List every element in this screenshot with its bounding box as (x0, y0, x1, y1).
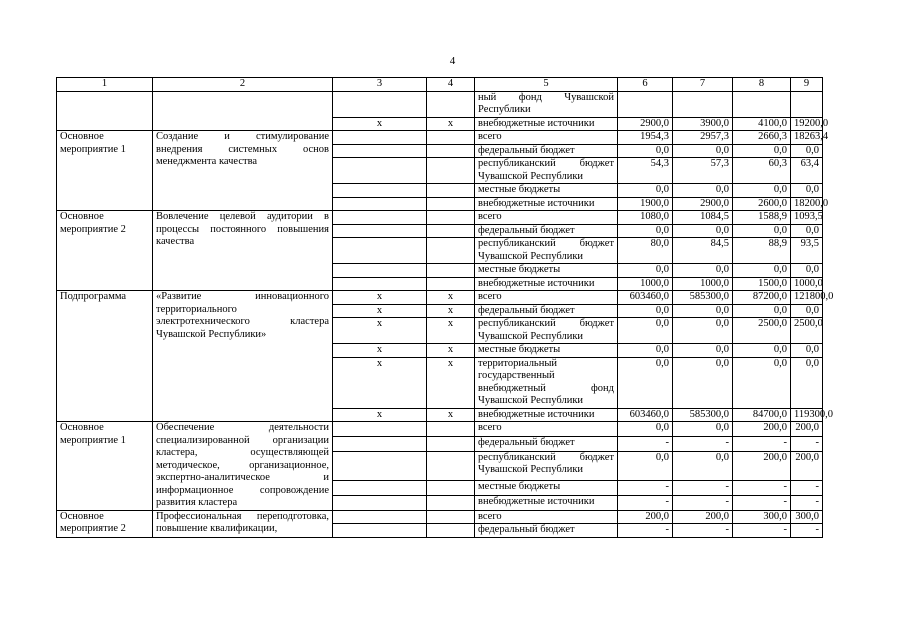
value-cell-col9: 0,0 (791, 144, 823, 158)
table-row (57, 211, 823, 225)
funding-source-cell: внебюджетные источники (475, 277, 618, 291)
funding-source-cell: всего (475, 291, 618, 305)
activity-description-cell: Обеспечение деятельности специализированной организации кластера, осуществляющей методическое, организационное, экспертно-аналитическое и информационное сопровождение развития кластера (153, 422, 333, 511)
value-cell-col6: - (618, 524, 673, 538)
code-cell (427, 144, 475, 158)
value-cell-col9: 0,0 (791, 224, 823, 238)
table-row (57, 510, 823, 524)
activity-description-cell: Профессиональная переподготовка, повышение квалификации, (153, 510, 333, 537)
activity-name-cell: Основное мероприятие 2 (57, 510, 153, 537)
value-cell-col8: 2660,3 (733, 131, 791, 145)
value-cell-col9: 2500,0 (791, 318, 823, 344)
value-cell-col8: 300,0 (733, 510, 791, 524)
value-cell-col6: 0,0 (618, 422, 673, 437)
code-cell (427, 238, 475, 264)
activity-name-cell: Основное мероприятие 2 (57, 211, 153, 291)
value-cell-col8: 84700,0 (733, 408, 791, 422)
value-cell-col8: 1588,9 (733, 211, 791, 225)
funding-source-cell: местные бюджеты (475, 344, 618, 358)
funding-source-cell: ный фонд Чувашской Республики (475, 91, 618, 117)
funding-source-cell: федеральный бюджет (475, 436, 618, 451)
value-cell-col6: 0,0 (618, 344, 673, 358)
value-cell-col9: 19200,0 (791, 117, 823, 131)
value-cell-col7: 0,0 (673, 422, 733, 437)
executor-cell: х (333, 304, 427, 318)
funding-source-cell: внебюджетные источники (475, 197, 618, 211)
activity-name-cell: Основное мероприятие 1 (57, 422, 153, 511)
value-cell-col6: 1900,0 (618, 197, 673, 211)
code-cell (427, 480, 475, 495)
funding-source-cell: внебюджетные источники (475, 495, 618, 510)
value-cell-col9: - (791, 495, 823, 510)
funding-source-cell: республиканский бюджет Чувашской Республики (475, 158, 618, 184)
value-cell-col7: 0,0 (673, 184, 733, 198)
value-cell-col8: 0,0 (733, 264, 791, 278)
budget-table (56, 77, 834, 538)
executor-cell (333, 211, 427, 225)
value-cell-col6: 80,0 (618, 238, 673, 264)
header-cell: 4 (427, 78, 475, 92)
value-cell-col6: 0,0 (618, 451, 673, 480)
code-cell: х (427, 357, 475, 408)
value-cell-col8: 1500,0 (733, 277, 791, 291)
funding-source-cell: внебюджетные источники (475, 117, 618, 131)
code-cell (427, 211, 475, 225)
value-cell-col8: 2600,0 (733, 197, 791, 211)
value-cell-col7: 3900,0 (673, 117, 733, 131)
executor-cell (333, 224, 427, 238)
value-cell-col8: 87200,0 (733, 291, 791, 305)
value-cell-col9: 200,0 (791, 422, 823, 437)
code-cell: х (427, 304, 475, 318)
code-cell: х (427, 344, 475, 358)
value-cell-col8: 88,9 (733, 238, 791, 264)
value-cell-col6: - (618, 480, 673, 495)
value-cell-col7: 0,0 (673, 344, 733, 358)
value-cell-col6: 0,0 (618, 144, 673, 158)
value-cell-col8: 0,0 (733, 344, 791, 358)
value-cell-col6: 54,3 (618, 158, 673, 184)
value-cell-col6: 1954,3 (618, 131, 673, 145)
funding-source-cell: местные бюджеты (475, 184, 618, 198)
executor-cell (333, 238, 427, 264)
header-cell: 6 (618, 78, 673, 92)
activity-description-cell: Создание и стимулирование внедрения системных основ менеджмента качества (153, 131, 333, 211)
funding-source-cell: федеральный бюджет (475, 304, 618, 318)
value-cell-col9: 121800,0 (791, 291, 823, 305)
table-row (57, 91, 823, 117)
value-cell-col9: 0,0 (791, 184, 823, 198)
value-cell-col9: 63,4 (791, 158, 823, 184)
header-cell: 1 (57, 78, 153, 92)
executor-cell: х (333, 117, 427, 131)
funding-source-cell: республиканский бюджет Чувашской Республики (475, 451, 618, 480)
funding-source-cell: всего (475, 422, 618, 437)
header-cell: 3 (333, 78, 427, 92)
funding-source-cell: федеральный бюджет (475, 144, 618, 158)
activity-description-cell (153, 91, 333, 131)
funding-source-cell: местные бюджеты (475, 264, 618, 278)
value-cell-col8: 0,0 (733, 144, 791, 158)
value-cell-col7: 1084,5 (673, 211, 733, 225)
value-cell-col9: 0,0 (791, 304, 823, 318)
executor-cell: х (333, 408, 427, 422)
value-cell-col9: 0,0 (791, 357, 823, 408)
value-cell-col7: 0,0 (673, 304, 733, 318)
value-cell-col7: - (673, 436, 733, 451)
value-cell-col7: 585300,0 (673, 408, 733, 422)
value-cell-col9: 0,0 (791, 264, 823, 278)
value-cell-col6: 0,0 (618, 357, 673, 408)
value-cell-col7: 0,0 (673, 357, 733, 408)
code-cell (427, 495, 475, 510)
value-cell-col6: 0,0 (618, 264, 673, 278)
value-cell-col8: - (733, 436, 791, 451)
header-cell: 8 (733, 78, 791, 92)
value-cell-col6: 603460,0 (618, 408, 673, 422)
value-cell-col7: 585300,0 (673, 291, 733, 305)
value-cell-col7: 84,5 (673, 238, 733, 264)
executor-cell (333, 436, 427, 451)
value-cell-col9: 200,0 (791, 451, 823, 480)
executor-cell (333, 184, 427, 198)
value-cell-col7: 0,0 (673, 264, 733, 278)
value-cell-col7: 0,0 (673, 224, 733, 238)
code-cell (427, 277, 475, 291)
code-cell (427, 91, 475, 117)
code-cell (427, 264, 475, 278)
funding-source-cell: федеральный бюджет (475, 524, 618, 538)
code-cell (427, 131, 475, 145)
code-cell: х (427, 291, 475, 305)
value-cell-col8 (733, 91, 791, 117)
value-cell-col7: - (673, 495, 733, 510)
value-cell-col9: 1000,0 (791, 277, 823, 291)
value-cell-col9: 300,0 (791, 510, 823, 524)
value-cell-col9: 119300,0 (791, 408, 823, 422)
executor-cell (333, 131, 427, 145)
value-cell-col7: - (673, 480, 733, 495)
executor-cell (333, 495, 427, 510)
value-cell-col6: 603460,0 (618, 291, 673, 305)
activity-name-cell: Основное мероприятие 1 (57, 131, 153, 211)
value-cell-col8: 60,3 (733, 158, 791, 184)
funding-source-cell: всего (475, 131, 618, 145)
executor-cell (333, 451, 427, 480)
executor-cell: х (333, 291, 427, 305)
header-cell: 5 (475, 78, 618, 92)
value-cell-col6: 0,0 (618, 224, 673, 238)
value-cell-col7: 0,0 (673, 144, 733, 158)
value-cell-col7: 2900,0 (673, 197, 733, 211)
value-cell-col8: 0,0 (733, 304, 791, 318)
value-cell-col7: 0,0 (673, 451, 733, 480)
funding-source-cell: республиканский бюджет Чувашской Республики (475, 318, 618, 344)
value-cell-col9: 18263,4 (791, 131, 823, 145)
funding-source-cell: республиканский бюджет Чувашской Республики (475, 238, 618, 264)
executor-cell (333, 158, 427, 184)
table-row (57, 291, 823, 305)
value-cell-col8: 200,0 (733, 422, 791, 437)
executor-cell: х (333, 344, 427, 358)
executor-cell (333, 480, 427, 495)
value-cell-col7: 200,0 (673, 510, 733, 524)
value-cell-col6: 2900,0 (618, 117, 673, 131)
value-cell-col7 (673, 91, 733, 117)
code-cell (427, 436, 475, 451)
executor-cell (333, 510, 427, 524)
value-cell-col6: 1080,0 (618, 211, 673, 225)
value-cell-col6 (618, 91, 673, 117)
activity-description-cell: Вовлечение целевой аудитории в процессы постоянного повышения качества (153, 211, 333, 291)
executor-cell (333, 264, 427, 278)
value-cell-col9: - (791, 480, 823, 495)
value-cell-col7: 0,0 (673, 318, 733, 344)
header-cell: 9 (791, 78, 823, 92)
value-cell-col8: 0,0 (733, 224, 791, 238)
funding-source-cell: всего (475, 510, 618, 524)
value-cell-col9: 0,0 (791, 344, 823, 358)
value-cell-col9 (791, 91, 823, 117)
value-cell-col8: 200,0 (733, 451, 791, 480)
value-cell-col8: 0,0 (733, 357, 791, 408)
value-cell-col8: 2500,0 (733, 318, 791, 344)
value-cell-col8: - (733, 524, 791, 538)
value-cell-col6: - (618, 436, 673, 451)
code-cell: х (427, 318, 475, 344)
header-cell: 7 (673, 78, 733, 92)
code-cell: х (427, 117, 475, 131)
value-cell-col9: 93,5 (791, 238, 823, 264)
code-cell (427, 422, 475, 437)
value-cell-col6: 0,0 (618, 304, 673, 318)
executor-cell: х (333, 318, 427, 344)
header-cell: 2 (153, 78, 333, 92)
value-cell-col8: 0,0 (733, 184, 791, 198)
value-cell-col6: 1000,0 (618, 277, 673, 291)
value-cell-col9: 18200,0 (791, 197, 823, 211)
value-cell-col8: - (733, 495, 791, 510)
executor-cell (333, 524, 427, 538)
code-cell (427, 524, 475, 538)
table-row (57, 422, 823, 437)
code-cell (427, 197, 475, 211)
executor-cell: х (333, 357, 427, 408)
code-cell (427, 451, 475, 480)
table-row (57, 131, 823, 145)
value-cell-col6: - (618, 495, 673, 510)
value-cell-col7: 57,3 (673, 158, 733, 184)
funding-source-cell: территориальный государственный внебюджетный фонд Чувашской Республики (475, 357, 618, 408)
value-cell-col7: 1000,0 (673, 277, 733, 291)
value-cell-col6: 0,0 (618, 184, 673, 198)
executor-cell (333, 197, 427, 211)
value-cell-col9: - (791, 436, 823, 451)
value-cell-col6: 200,0 (618, 510, 673, 524)
activity-description-cell: «Развитие инновационного территориального электротехнического кластера Чувашской Республики» (153, 291, 333, 422)
executor-cell (333, 91, 427, 117)
code-cell (427, 158, 475, 184)
funding-source-cell: федеральный бюджет (475, 224, 618, 238)
page-number: 4 (449, 55, 456, 67)
value-cell-col7: - (673, 524, 733, 538)
executor-cell (333, 144, 427, 158)
activity-name-cell (57, 91, 153, 131)
value-cell-col9: - (791, 524, 823, 538)
header-row (57, 78, 823, 92)
value-cell-col8: 4100,0 (733, 117, 791, 131)
value-cell-col8: - (733, 480, 791, 495)
funding-source-cell: внебюджетные источники (475, 408, 618, 422)
code-cell (427, 184, 475, 198)
code-cell (427, 510, 475, 524)
executor-cell (333, 277, 427, 291)
code-cell: х (427, 408, 475, 422)
value-cell-col6: 0,0 (618, 318, 673, 344)
funding-source-cell: всего (475, 211, 618, 225)
funding-source-cell: местные бюджеты (475, 480, 618, 495)
activity-name-cell: Подпрограмма (57, 291, 153, 422)
code-cell (427, 224, 475, 238)
value-cell-col9: 1093,5 (791, 211, 823, 225)
value-cell-col7: 2957,3 (673, 131, 733, 145)
executor-cell (333, 422, 427, 437)
